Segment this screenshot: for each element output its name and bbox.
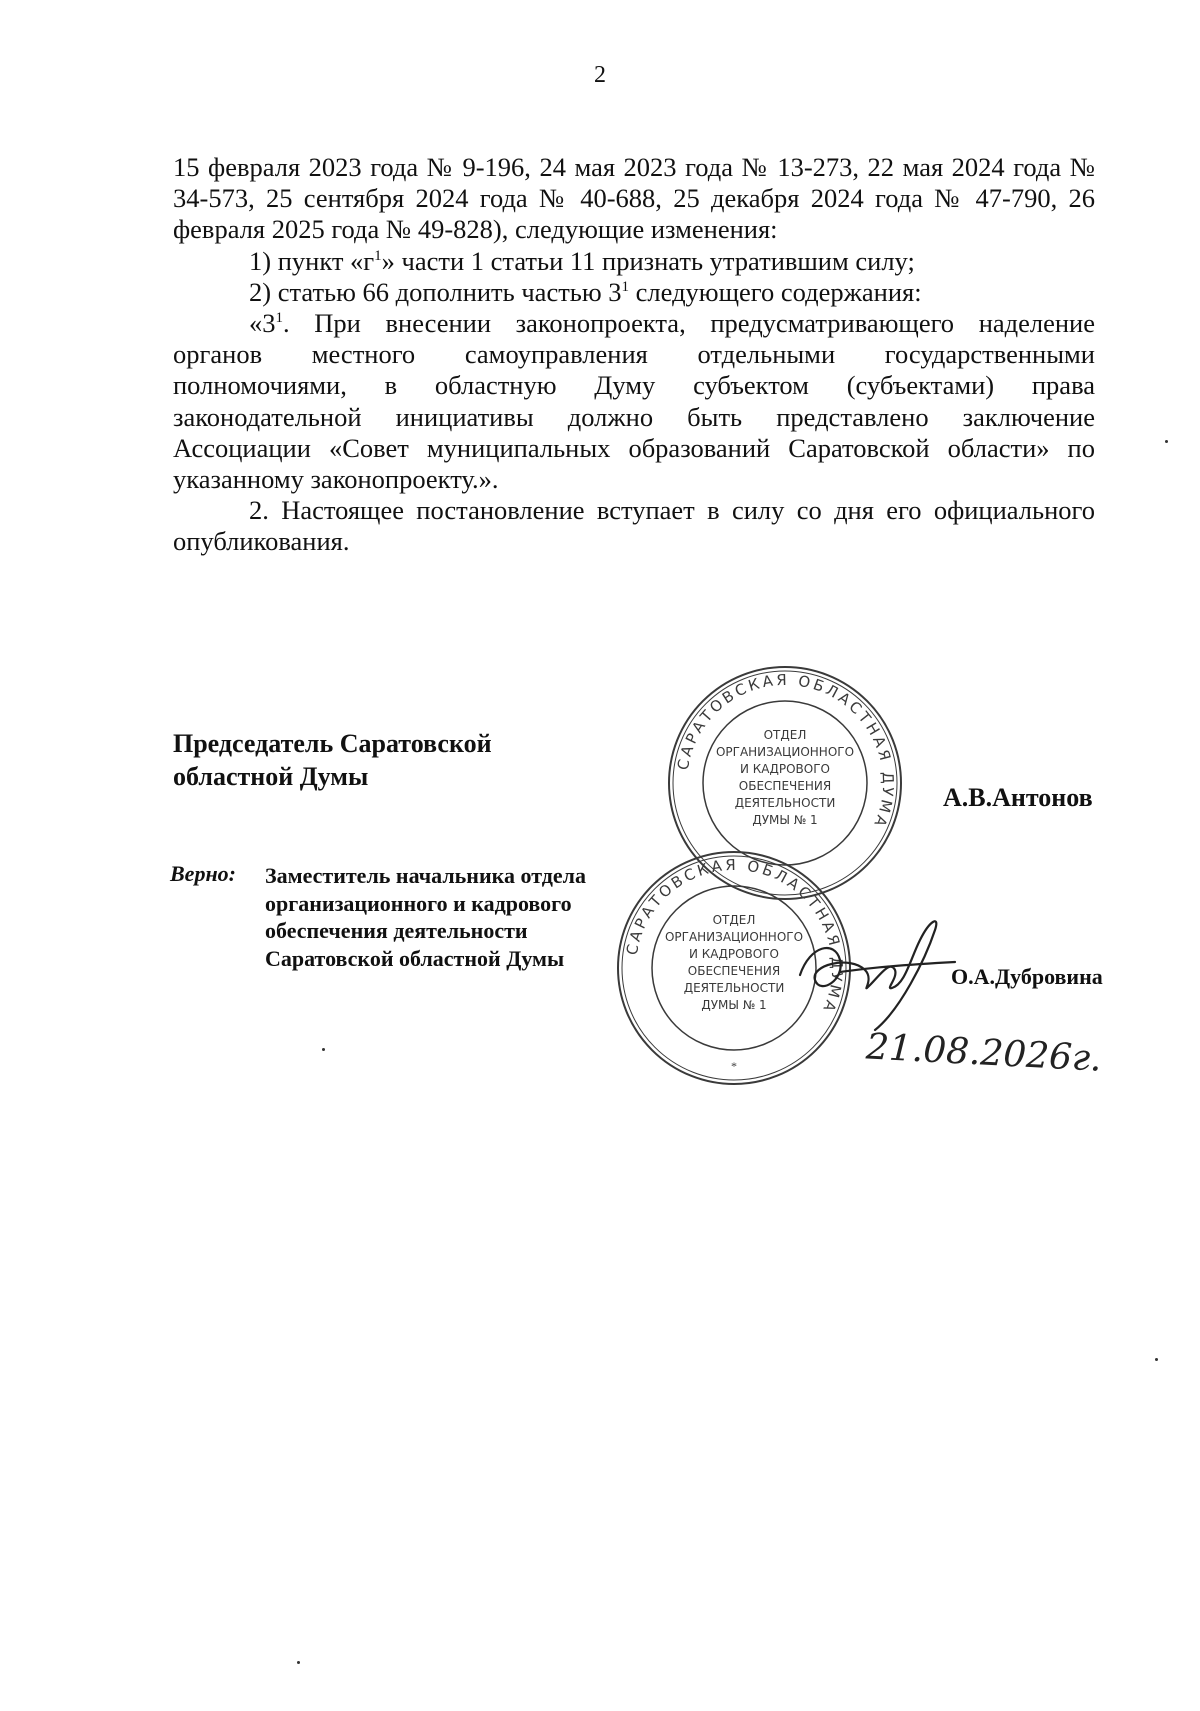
svg-text:ОБЕСПЕЧЕНИЯ: ОБЕСПЕЧЕНИЯ	[738, 779, 832, 793]
svg-text:ОТДЕЛ: ОТДЕЛ	[712, 913, 756, 927]
certifier-name: О.А.Дубровина	[951, 964, 1103, 989]
scan-speck	[322, 1048, 325, 1051]
svg-text:И КАДРОВОГО: И КАДРОВОГО	[739, 762, 831, 776]
svg-text:ОТДЕЛ: ОТДЕЛ	[763, 728, 807, 742]
scan-speck	[1165, 440, 1168, 443]
scan-speck	[297, 1661, 300, 1664]
quoted-part-3-1: «$3^1$. При внесении законопроекта, предусматривающего наделение органов местного самоуправления отдельными государственными полномочиями, в областную Думу субъектом (субъектами) права законодательной инициативы должно быть представлено заключение Ассоциации «Совет муниципальных образований Саратовской области» по указанному законопроекту.».	[173, 308, 1095, 495]
svg-text:ОБЕСПЕЧЕНИЯ: ОБЕСПЕЧЕНИЯ	[687, 964, 781, 978]
svg-text:ДЕЯТЕЛЬНОСТИ: ДЕЯТЕЛЬНОСТИ	[683, 981, 785, 995]
item-1: 1) пункт «$г^1$» части 1 статьи 11 признать утратившим силу;	[249, 245, 915, 276]
paragraph-amendment-list: 15 февраля 2023 года № 9-196, 24 мая 2023 года № 13-273, 22 мая 2024 года № 34-573, 25 сентября 2024 года № 40-688, 25 декабря 2024 года № 47-790, 26 февраля 2025 года № 49-828), следующие изменения:	[173, 152, 1095, 245]
svg-text:САРАТОВСКАЯ ОБЛАСТНАЯ ДУМА: САРАТОВСКАЯ ОБЛАСТНАЯ ДУМА	[622, 855, 847, 1017]
certifier-position: Заместитель начальника отдела организационного и кадрового обеспечения деятельности Саратовской областной Думы	[265, 863, 586, 971]
svg-text:ДУМЫ № 1: ДУМЫ № 1	[752, 813, 818, 827]
svg-text:*: *	[731, 1059, 737, 1073]
paragraph-effective-date: 2. Настоящее постановление вступает в силу со дня его официального опубликования.	[173, 495, 1095, 557]
chairman-title: Председатель Саратовской областной Думы	[173, 729, 492, 791]
certification-label: Верно:	[170, 861, 236, 886]
svg-text:ДЕЯТЕЛЬНОСТИ: ДЕЯТЕЛЬНОСТИ	[734, 796, 836, 810]
svg-text:21.08.2026г.: 21.08.2026г.	[865, 1026, 1103, 1080]
signature-icon	[780, 900, 960, 1040]
svg-text:ОРГАНИЗАЦИОННОГО: ОРГАНИЗАЦИОННОГО	[664, 930, 804, 944]
handwritten-date-icon	[862, 1023, 1122, 1083]
page-number: 2	[594, 62, 606, 88]
svg-text:И КАДРОВОГО: И КАДРОВОГО	[688, 947, 780, 961]
svg-text:САРАТОВСКАЯ ОБЛАСТНАЯ ДУМА: САРАТОВСКАЯ ОБЛАСТНАЯ ДУМА	[673, 670, 898, 832]
svg-text:ДУМЫ № 1: ДУМЫ № 1	[701, 998, 767, 1012]
scan-speck	[1155, 1358, 1158, 1361]
svg-text:ОРГАНИЗАЦИОННОГО: ОРГАНИЗАЦИОННОГО	[715, 745, 855, 759]
chairman-name: А.В.Антонов	[943, 783, 1093, 812]
document-body	[173, 152, 1095, 558]
item-2: 2) статью 66 дополнить частью $3^1$ следующего содержания:	[249, 276, 922, 307]
